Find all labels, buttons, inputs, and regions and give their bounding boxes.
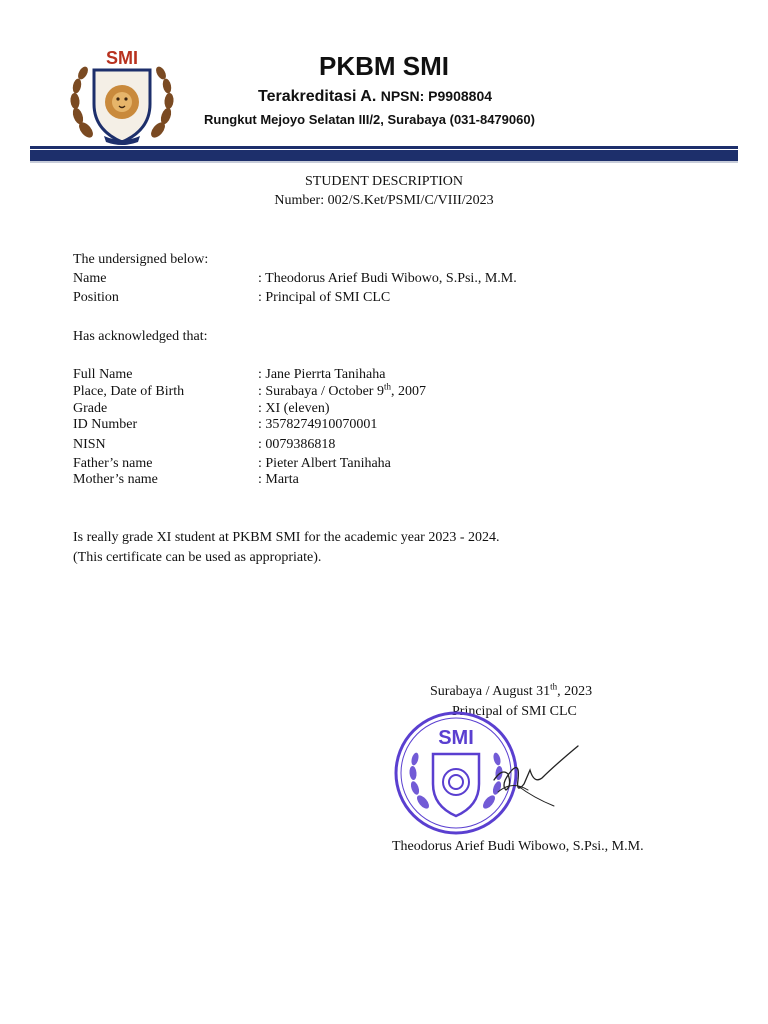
accreditation: Terakreditasi A. (258, 88, 377, 105)
stamp-text: SMI (438, 727, 474, 749)
lion-icon (105, 85, 139, 119)
position-value: : Principal of SMI CLC (258, 290, 391, 305)
position-label: Position (73, 290, 119, 305)
stamp-lion-icon (443, 769, 469, 795)
grade-label: Grade (73, 401, 108, 416)
header-divider-shadow (30, 161, 738, 163)
document-number: Number: 002/S.Ket/PSMI/C/VIII/2023 (274, 193, 494, 208)
nisn-label: NISN (73, 437, 106, 452)
header-divider-thick (30, 150, 738, 161)
mother-value: : Marta (258, 472, 299, 487)
header-divider-thin (30, 146, 738, 149)
full-name-label: Full Name (73, 367, 133, 382)
grade-value: : XI (eleven) (258, 401, 330, 416)
signatory-name: Theodorus Arief Budi Wibowo, S.Psi., M.M. (392, 839, 644, 854)
name-label: Name (73, 271, 107, 286)
handwritten-signature (488, 740, 580, 810)
statement-line-2: (This certificate can be used as appropriate). (73, 550, 322, 565)
signature-position: Principal of SMI CLC (452, 704, 577, 719)
logo-text: SMI (105, 48, 139, 68)
statement-line-1: Is really grade XI student at PKBM SMI for the academic year 2023 - 2024. (73, 530, 500, 545)
accreditation-line (258, 88, 492, 106)
id-number-label: ID Number (73, 417, 138, 432)
acknowledged-intro: Has acknowledged that: (73, 329, 208, 344)
org-name: PKBM SMI (319, 51, 449, 81)
document-title: STUDENT DESCRIPTION (304, 174, 464, 189)
stamp-shield-icon (433, 754, 479, 816)
nisn-value: : 0079386818 (258, 437, 336, 452)
npsn: NPSN: P9908804 (380, 88, 493, 104)
undersigned-intro: The undersigned below: (73, 252, 209, 267)
full-name-value: : Jane Pierrta Tanihaha (258, 367, 386, 382)
father-value: : Pieter Albert Tanihaha (258, 456, 391, 471)
id-number-value: : 3578274910070001 (258, 417, 378, 432)
father-label: Father’s name (73, 456, 153, 471)
birth-value: : Surabaya / October 9th, 2007 (258, 381, 426, 399)
signature-place-date: Surabaya / August 31th, 2023 (430, 681, 593, 699)
name-value: : Theodorus Arief Budi Wibowo, S.Psi., M.M. (258, 271, 517, 286)
mother-label: Mother’s name (73, 472, 158, 487)
birth-label: Place, Date of Birth (73, 384, 185, 399)
address: Rungkut Mejoyo Selatan III/2, Surabaya (031-8479060) (204, 112, 535, 127)
